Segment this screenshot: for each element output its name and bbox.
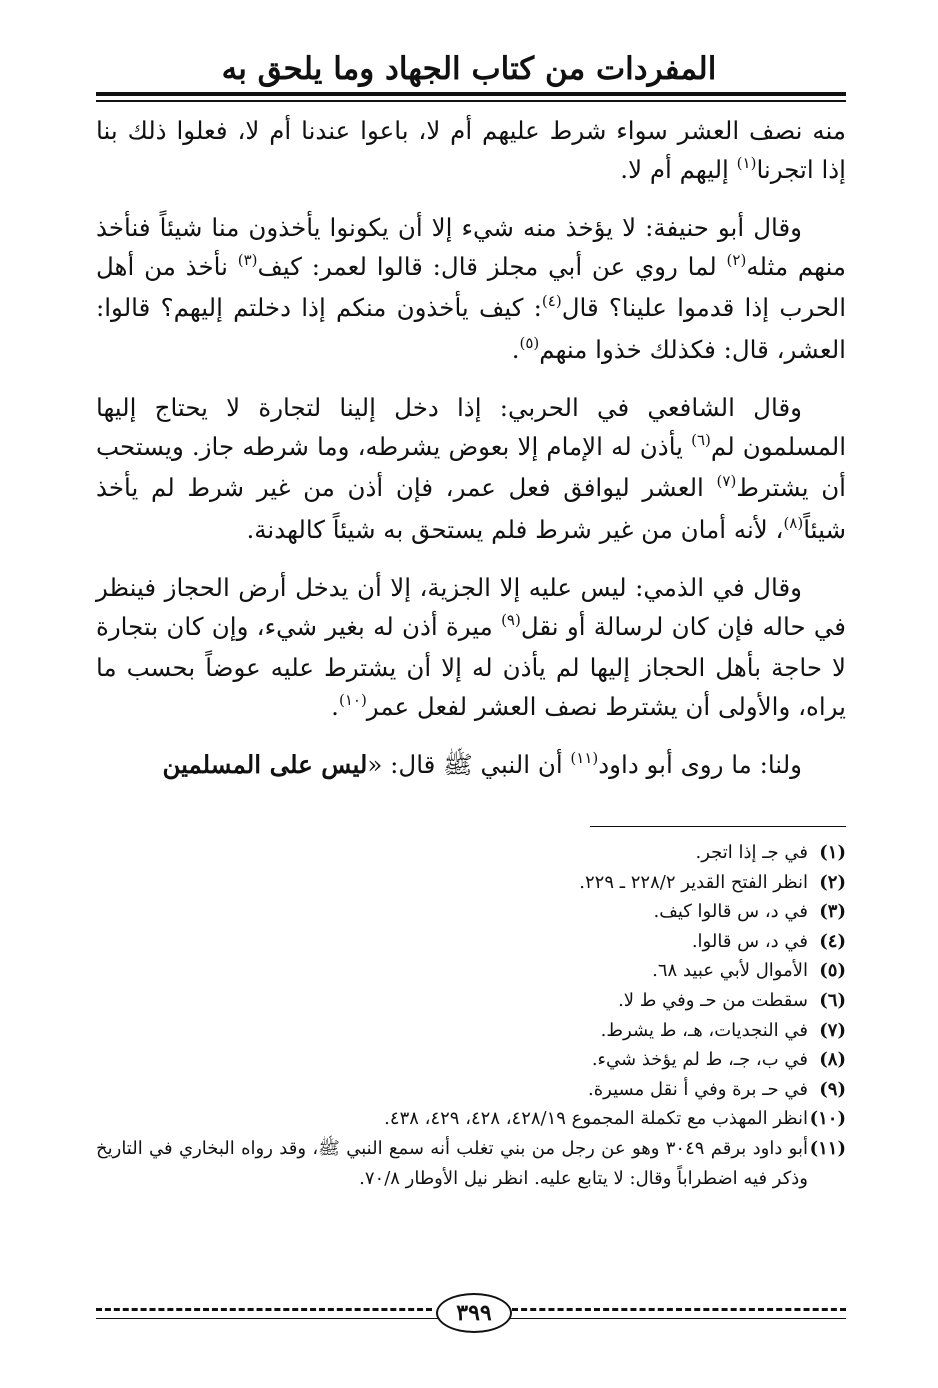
footnote-2: (٢) انظر الفتح القدير ٢٢٨/٢ ـ ٢٢٩. [579, 871, 846, 893]
paragraph-4: وقال في الذمي: ليس عليه إلا الجزية، إلا أن يدخل أرض الحجاز فينظر في حاله فإن كان لرسالة أو نقل$^{(٩)}$ ميرة أذن له بغير شيء، وإن كان بتجارة لا حاجة بأهل الحجاز إليها لم يأذن له إلا أن يشترط عليه عوضاً بحسب ما يراه، والأولى أن يشترط نصف العشر لفعل عمر$^{(١٠)}$. [96, 573, 846, 721]
header-rule-thin [96, 100, 846, 102]
footer-rule-left [512, 1308, 846, 1311]
footnote-3: (٣) في د، س قالوا كيف. [653, 901, 846, 923]
footnote-11: (١١) أبو داود برقم ٣٠٤٩ وهو عن رجل من بني تغلب أنه سمع النبي ﷺ، وقد رواه البخاري في التاريخ وذكر فيه اضطراباً وقال: لا يتابع عليه. انظر نيل الأوطار ٧٠/٨. [96, 1137, 846, 1189]
footnote-1: (١) في جـ إذا اتجر. [695, 842, 846, 863]
footnote-7: (٧) في النجديات، هـ، ط يشرط. [600, 1019, 846, 1041]
paragraph-2: وقال أبو حنيفة: لا يؤخذ منه شيء إلا أن يكونوا يأخذون منا شيئاً فنأخذ منهم مثله$^{(٢)}$ لما روي عن أبي مجلز قال: قالوا لعمر: كيف$^{(٣)}$ نأخذ من أهل الحرب إذا قدموا علينا؟ قال$^{(٤)}$: كيف يأخذون منكم إذا دخلتم إليهم؟ قالوا: العشر، قال: فكذلك خذوا منهم$^{(٥)}$. [96, 213, 846, 364]
footnote-ref-7: (٧) [716, 472, 737, 490]
footnote-ref-8: (٨) [783, 513, 804, 532]
footnote-8: (٨) في ب، جـ، ط لم يؤخذ شيء. [591, 1049, 846, 1071]
paragraph-5: ولنا: ما روى أبو داود$^{(١١)}$ أن النبي ﷺ قال: «ليس على المسلمين [162, 749, 802, 779]
footer-rule-right [96, 1308, 432, 1311]
main-text [96, 112, 846, 805]
footnotes [96, 838, 846, 1193]
paragraph-1: منه نصف العشر سواء شرط عليهم أم لا، باعوا عندنا أم لا، فعلوا ذلك بنا إذا اتجرنا$^{(١)}$ إليهم أم لا. [96, 116, 846, 184]
footnote-ref-9: (٩) [501, 610, 521, 629]
footnote-separator [590, 826, 846, 827]
page-number: ٣٩٩ [436, 1293, 512, 1333]
footnote-ref-5: (٥) [519, 333, 540, 352]
footnote-ref-2: (٢) [726, 250, 747, 269]
paragraph-3: وقال الشافعي في الحربي: إذا دخل إلينا لتجارة لا يحتاج إليها المسلمون لم$^{(٦)}$ يأذن له الإمام إلا بعوض يشرطه، وما شرطه جاز. ويستحب أن يشترط$^{(٧)}$ العشر ليوافق فعل عمر، فإن أذن من غير شرط لم يأخذ شيئاً$^{(٨)}$، لأنه أمان من غير شرط فلم يستحق به شيئاً كالهدنة. [96, 393, 847, 544]
footnote-4: (٤) في د، س قالوا. [691, 930, 846, 952]
footnote-10: (١٠) انظر المهذب مع تكملة المجموع ٤٢٨/١٩، ٤٢٨، ٤٢٩، ٤٣٨. [384, 1108, 846, 1130]
footnote-ref-4: (٤) [541, 292, 562, 310]
footnote-5: (٥) الأموال لأبي عبيد ٦٨. [652, 960, 846, 982]
header-rule-thick [96, 92, 846, 96]
footnote-ref-3: (٣) [237, 250, 258, 269]
footnote-9: (٩) في حـ برة وفي أ نقل مسيرة. [588, 1078, 846, 1100]
running-header-title: المفردات من كتاب الجهاد وما يلحق به [221, 51, 717, 87]
hadith-quote: ليس على المسلمين [162, 750, 368, 779]
footnote-ref-6: (٦) [691, 430, 711, 449]
footnote-ref-11: (١١) [570, 749, 599, 767]
footnote-ref-1: (١) [736, 153, 757, 172]
footnote-6: (٦) سقطت من حـ وفي ط لا. [618, 989, 846, 1011]
footnote-ref-10: (١٠) [338, 690, 367, 709]
